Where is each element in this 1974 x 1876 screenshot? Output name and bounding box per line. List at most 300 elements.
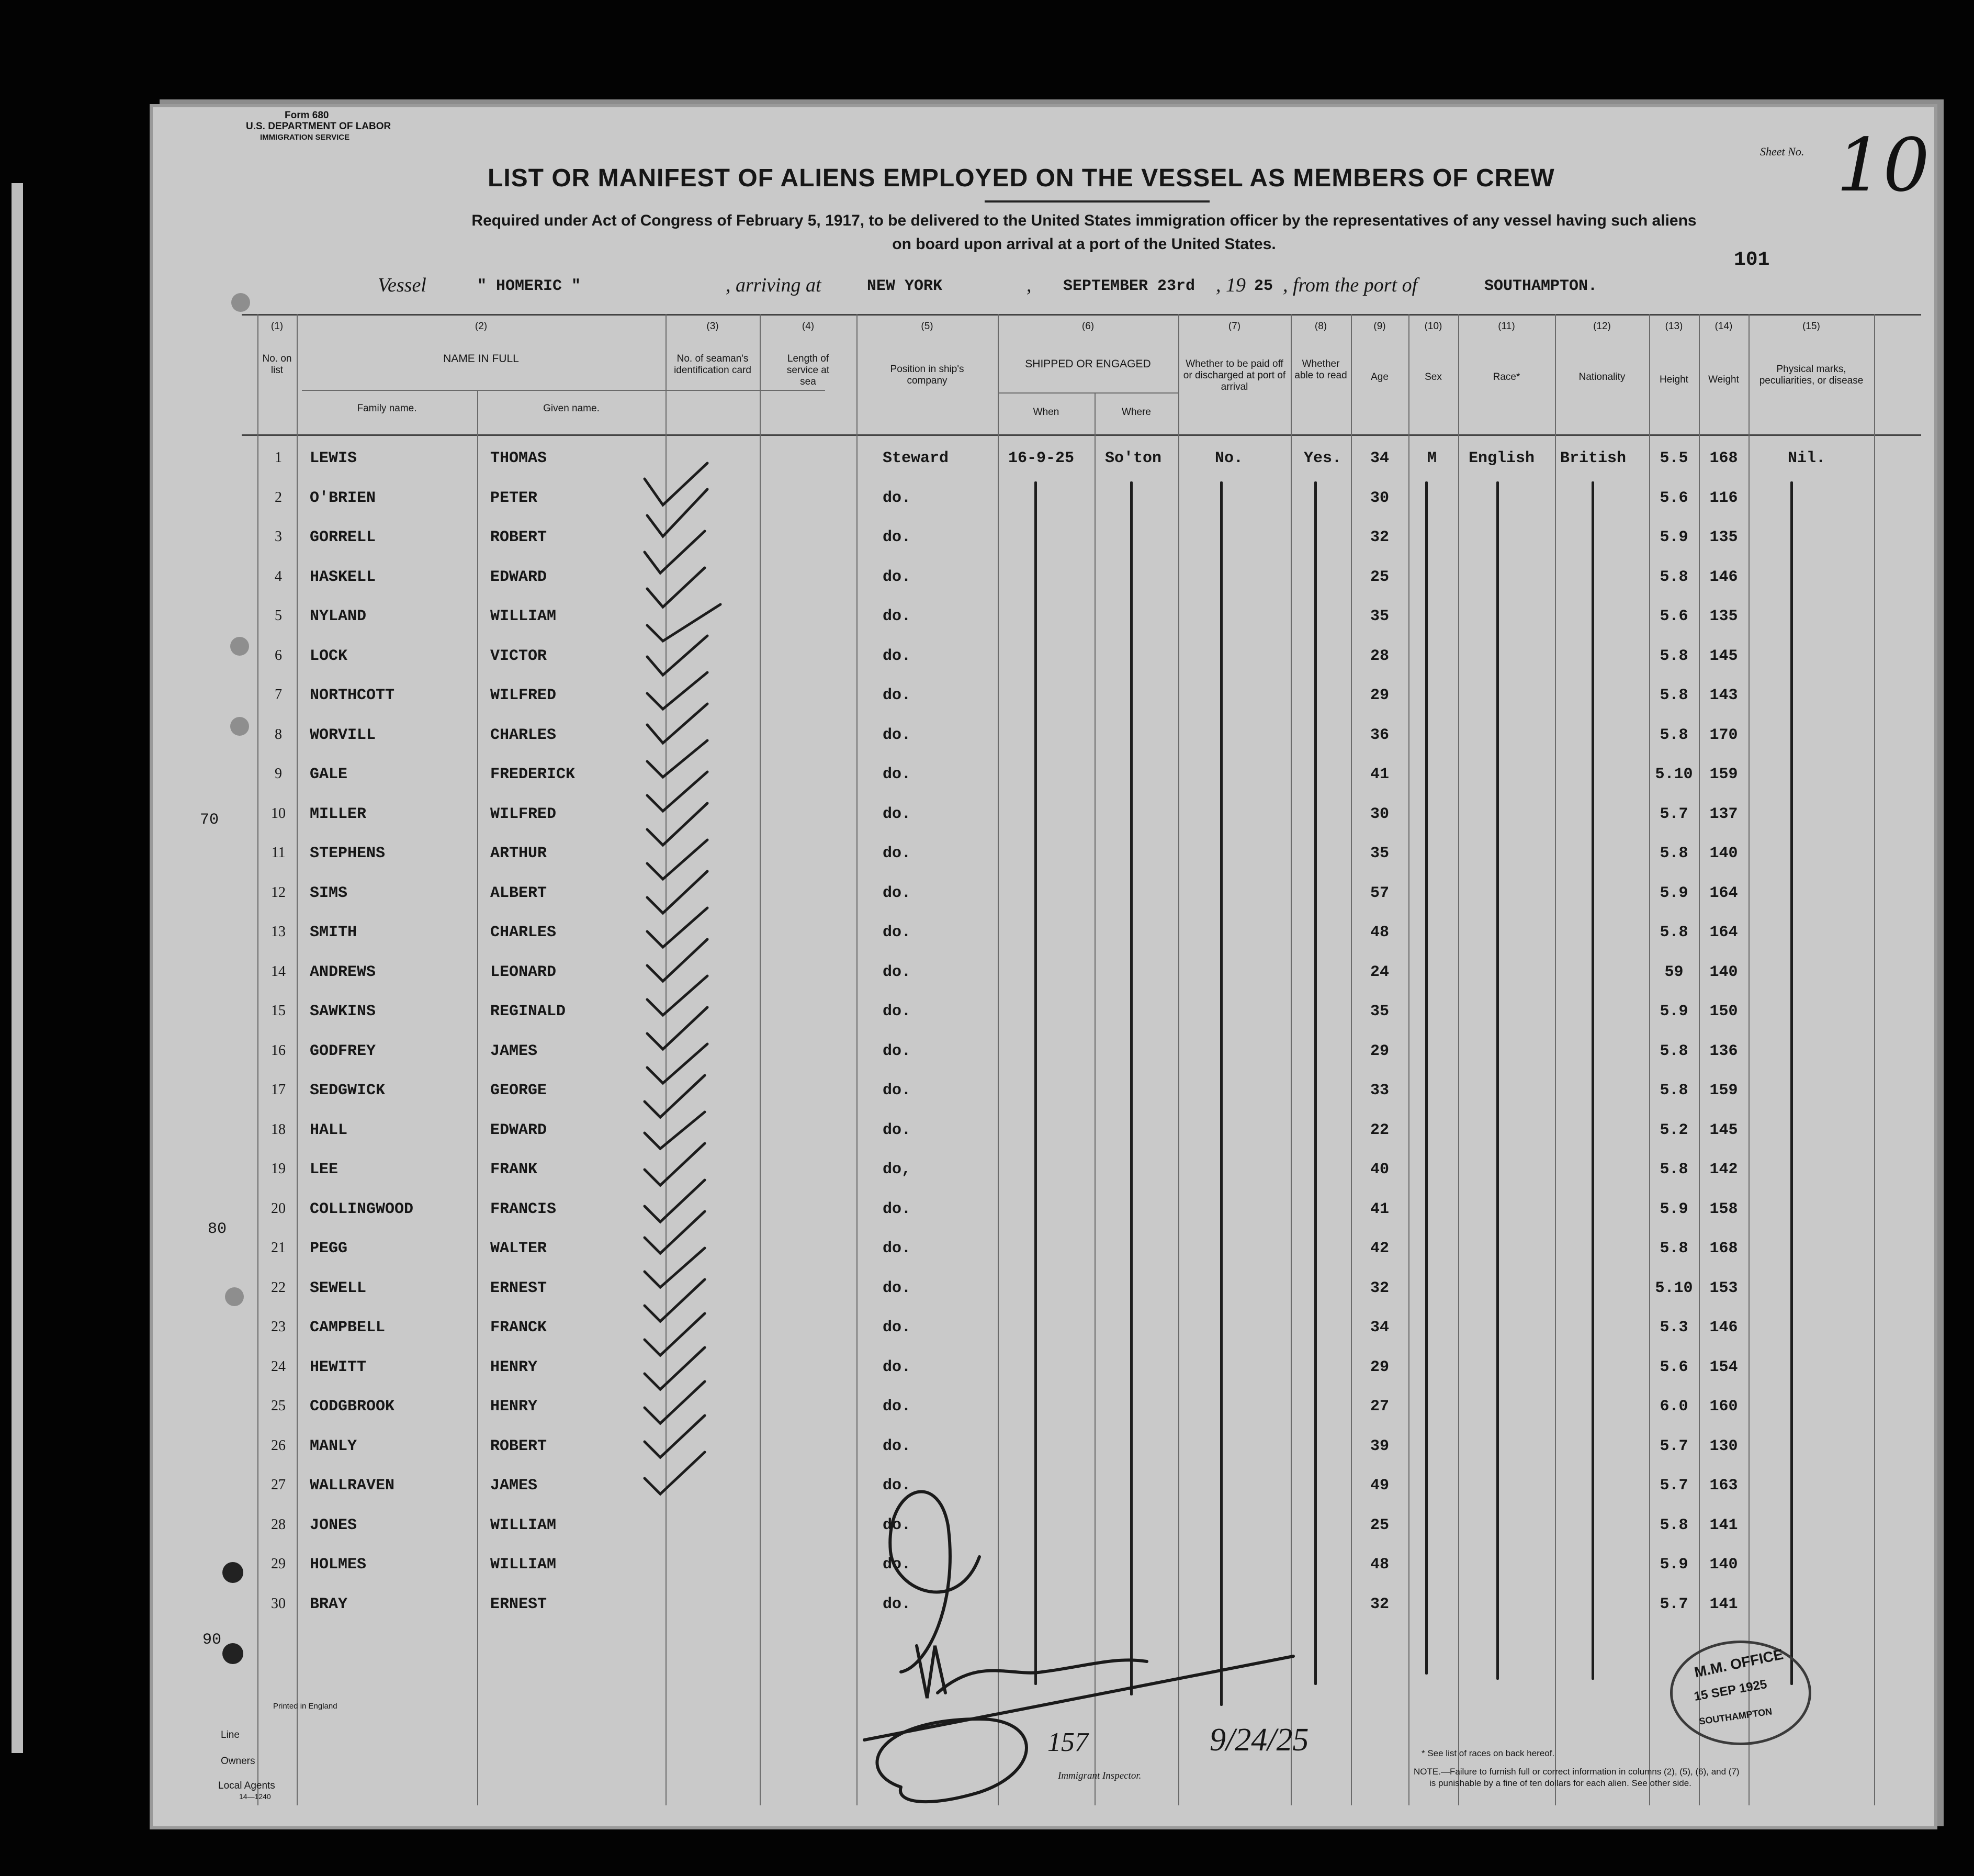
cell-family-name: ANDREWS [310, 963, 376, 981]
cell-family-name: HOLMES [310, 1556, 367, 1574]
cell-height: 5.7 [1660, 1437, 1688, 1455]
cell-weight: 137 [1709, 805, 1738, 823]
table-row [153, 1390, 1934, 1430]
cell-physical-marks: Nil. [1788, 450, 1826, 467]
col11-number: (11) [1498, 321, 1515, 332]
col5-number: (5) [921, 321, 933, 332]
cell-family-name: HALL [310, 1121, 348, 1139]
cell-given-name: ROBERT [490, 529, 547, 546]
cell-row-number: 7 [275, 687, 282, 703]
cell-weight: 145 [1709, 647, 1738, 665]
col3-header: No. of seaman's identification card [674, 353, 751, 376]
cell-age: 24 [1370, 963, 1389, 981]
cell-given-name: ROBERT [490, 1437, 547, 1455]
cell-row-number: 11 [271, 845, 286, 861]
col14-number: (14) [1714, 321, 1733, 332]
cell-weight: 170 [1709, 726, 1738, 744]
cell-row-number: 4 [275, 568, 282, 585]
cell-given-name: THOMAS [490, 450, 547, 467]
handwritten-number: 157 [1047, 1727, 1088, 1757]
cell-position: do. [883, 608, 911, 625]
cell-height: 5.8 [1660, 647, 1688, 665]
table-row [153, 482, 1934, 522]
cell-given-name: CHARLES [490, 726, 557, 744]
owners-label: Owners [221, 1756, 255, 1767]
cell-weight: 140 [1709, 845, 1738, 862]
penalty-note-line-1: NOTE.—Failure to furnish full or correct information in columns (2), (5), (6), and (7) [1414, 1767, 1740, 1777]
table-row [153, 758, 1934, 798]
cell-family-name: LEE [310, 1161, 339, 1178]
cell-position: do. [883, 805, 911, 823]
cell-family-name: LOCK [310, 647, 348, 665]
margin-mark-90: 90 [202, 1631, 222, 1649]
cell-given-name: EDWARD [490, 568, 547, 586]
cell-height: 5.8 [1660, 1042, 1688, 1060]
table-row [153, 877, 1934, 917]
cell-height: 5.9 [1660, 1200, 1688, 1218]
cell-given-name: VICTOR [490, 647, 547, 665]
family-name-header: Family name. [357, 403, 417, 414]
cell-weight: 158 [1709, 1200, 1738, 1218]
col3-number: (3) [706, 321, 719, 332]
arriving-label: , arriving at [726, 274, 821, 296]
col4-number: (4) [802, 321, 815, 332]
ditto-line [1592, 481, 1594, 1680]
cell-height: 5.8 [1660, 845, 1688, 862]
cell-height: 5.3 [1660, 1319, 1688, 1336]
cell-weight: 164 [1709, 924, 1738, 941]
col11-header: Race* [1493, 372, 1520, 383]
cell-position: do. [883, 1477, 911, 1495]
cell-position: do. [883, 1556, 911, 1574]
table-row [153, 561, 1934, 601]
col10-header: Sex [1425, 372, 1442, 383]
cell-row-number: 8 [275, 726, 282, 743]
cell-family-name: PEGG [310, 1240, 348, 1257]
table-row [153, 1035, 1934, 1075]
cell-given-name: REGINALD [490, 1003, 566, 1020]
cell-given-name: WILFRED [490, 805, 557, 823]
agents-code: 14—1240 [239, 1792, 271, 1801]
cell-row-number: 2 [275, 489, 282, 505]
cell-given-name: CHARLES [490, 924, 557, 941]
cell-given-name: ARTHUR [490, 845, 547, 862]
cell-row-number: 5 [275, 608, 282, 624]
ditto-line [1790, 481, 1793, 1685]
cell-position: do. [883, 1042, 911, 1060]
cell-weight: 142 [1709, 1161, 1738, 1178]
cell-height: 5.6 [1660, 1358, 1688, 1376]
cell-age: 27 [1370, 1398, 1389, 1416]
cell-row-number: 19 [271, 1161, 286, 1177]
cell-age: 40 [1370, 1161, 1389, 1178]
cell-age: 22 [1370, 1121, 1389, 1139]
table-row [153, 1193, 1934, 1233]
ditto-line [1496, 481, 1499, 1680]
col7-header: Whether to be paid off or discharged at port of arrival [1183, 358, 1286, 392]
cell-weight: 159 [1709, 766, 1738, 783]
given-name-header: Given name. [543, 403, 600, 414]
cell-age: 36 [1370, 726, 1389, 744]
cell-age: 30 [1370, 489, 1389, 507]
cell-family-name: GODFREY [310, 1042, 376, 1060]
table-row [153, 1351, 1934, 1391]
cell-given-name: HENRY [490, 1358, 538, 1376]
cell-given-name: FRANK [490, 1161, 538, 1178]
col1-header: No. on list [262, 353, 292, 376]
cell-given-name: ALBERT [490, 884, 547, 902]
cell-position: do. [883, 884, 911, 902]
cell-row-number: 26 [271, 1437, 286, 1454]
cell-row-number: 21 [271, 1240, 286, 1256]
cell-row-number: 13 [271, 924, 286, 940]
cell-row-number: 10 [271, 805, 286, 822]
cell-given-name: JAMES [490, 1042, 538, 1060]
cell-position: do. [883, 1240, 911, 1257]
cell-position: do. [883, 1082, 911, 1099]
title-underline [985, 200, 1210, 203]
col14-header: Weight [1708, 374, 1739, 385]
table-row [153, 600, 1934, 640]
table-top-rule [242, 314, 1921, 316]
cell-row-number: 30 [271, 1595, 286, 1612]
form-number: Form 680 [285, 110, 329, 121]
cell-position: do, [883, 1161, 911, 1178]
cell-sex: M [1427, 450, 1437, 467]
cell-row-number: 25 [271, 1398, 286, 1414]
cell-position: do. [883, 568, 911, 586]
cell-row-number: 22 [271, 1279, 286, 1296]
where-header: Where [1122, 407, 1151, 418]
cell-height: 5.8 [1660, 726, 1688, 744]
col15-number: (15) [1802, 321, 1820, 332]
subtitle-line-1: Required under Act of Congress of February 5, 1917, to be delivered to the United States immigration officer by the representatives of any vessel having such aliens [471, 212, 1697, 229]
arrival-year: 25 [1254, 277, 1273, 295]
cell-position: do. [883, 1279, 911, 1297]
cell-row-number: 3 [275, 529, 282, 545]
cell-height: 5.9 [1660, 1556, 1688, 1574]
cell-age: 41 [1370, 766, 1389, 783]
cell-weight: 153 [1709, 1279, 1738, 1297]
cell-given-name: ERNEST [490, 1279, 547, 1297]
col1-number: (1) [270, 321, 284, 332]
cell-height: 5.8 [1660, 687, 1688, 704]
cell-family-name: NYLAND [310, 608, 367, 625]
cell-family-name: WALLRAVEN [310, 1477, 395, 1495]
col12-header: Nationality [1578, 372, 1626, 383]
cell-weight: 154 [1709, 1358, 1738, 1376]
cell-weight: 116 [1709, 489, 1738, 507]
cell-height: 5.9 [1660, 1003, 1688, 1020]
cell-height: 6.0 [1660, 1398, 1688, 1416]
stamp-office: M.M. OFFICE [1693, 1646, 1785, 1681]
cell-height: 5.7 [1660, 1477, 1688, 1495]
cell-age: 41 [1370, 1200, 1389, 1218]
vessel-name: " HOMERIC " [477, 277, 581, 295]
cell-age: 48 [1370, 1556, 1389, 1574]
cell-position: do. [883, 1358, 911, 1376]
cell-age: 48 [1370, 924, 1389, 941]
cell-family-name: SMITH [310, 924, 357, 941]
cell-weight: 150 [1709, 1003, 1738, 1020]
cell-family-name: JONES [310, 1516, 357, 1534]
cell-weight: 135 [1709, 608, 1738, 625]
table-row [153, 719, 1934, 759]
cell-given-name: WILLIAM [490, 1516, 557, 1534]
cell-row-number: 27 [271, 1477, 286, 1493]
cell-family-name: SEWELL [310, 1279, 367, 1297]
cell-given-name: FRANCK [490, 1319, 547, 1336]
table-row [153, 1311, 1934, 1351]
cell-age: 42 [1370, 1240, 1389, 1257]
header-bottom-rule [242, 434, 1921, 436]
table-row [153, 1153, 1934, 1193]
cell-age: 34 [1370, 450, 1389, 467]
cell-position: do. [883, 1516, 911, 1534]
col9-header: Age [1371, 372, 1389, 383]
cell-age: 32 [1370, 1595, 1389, 1613]
races-footnote: * See list of races on back hereof. [1422, 1748, 1555, 1758]
cell-given-name: HENRY [490, 1398, 538, 1416]
col8-header: Whether able to read [1294, 358, 1347, 381]
col13-header: Height [1660, 374, 1688, 385]
binder-hole [231, 293, 250, 312]
cell-weight: 135 [1709, 529, 1738, 546]
cell-weight: 164 [1709, 884, 1738, 902]
cell-given-name: WILFRED [490, 687, 557, 704]
cell-age: 32 [1370, 1279, 1389, 1297]
table-row [153, 1232, 1934, 1272]
sheet-label: Sheet No. [1760, 145, 1804, 158]
cell-weight: 136 [1709, 1042, 1738, 1060]
cell-row-number: 14 [271, 963, 286, 980]
checkmarks [634, 400, 739, 1740]
cell-weight: 130 [1709, 1437, 1738, 1455]
cell-position: do. [883, 1398, 911, 1416]
cell-position: do. [883, 963, 911, 981]
cell-age: 25 [1370, 568, 1389, 586]
col7-number: (7) [1228, 321, 1241, 332]
cell-height: 5.8 [1660, 1161, 1688, 1178]
cell-given-name: WILLIAM [490, 1556, 557, 1574]
cell-row-number: 9 [275, 766, 282, 782]
col15-header: Physical marks, peculiarities, or disease [1759, 364, 1864, 386]
cell-row-number: 17 [271, 1082, 286, 1098]
cell-position: do. [883, 1121, 911, 1139]
cell-family-name: WORVILL [310, 726, 376, 744]
cell-age: 35 [1370, 1003, 1389, 1020]
cell-weight: 141 [1709, 1595, 1738, 1613]
cell-age: 29 [1370, 1042, 1389, 1060]
cell-given-name: FREDERICK [490, 766, 576, 783]
cell-age: 30 [1370, 805, 1389, 823]
cell-age: 35 [1370, 845, 1389, 862]
scan-edge-strip [12, 183, 23, 1753]
table-row [153, 995, 1934, 1035]
cell-weight: 168 [1709, 450, 1738, 467]
col8-number: (8) [1314, 321, 1327, 332]
cell-age: 35 [1370, 608, 1389, 625]
cell-age: 33 [1370, 1082, 1389, 1099]
cell-row-number: 24 [271, 1358, 286, 1375]
cell-given-name: JAMES [490, 1477, 538, 1495]
cell-given-name: ERNEST [490, 1595, 547, 1613]
margin-mark-80: 80 [208, 1220, 227, 1238]
cell-family-name: STEPHENS [310, 845, 386, 862]
cell-family-name: MANLY [310, 1437, 357, 1455]
cell-paid-off: No. [1215, 450, 1244, 467]
department-label: U.S. DEPARTMENT OF LABOR [246, 121, 391, 132]
line-label: Line [221, 1729, 240, 1740]
cell-position: do. [883, 845, 911, 862]
arrival-port: NEW YORK [867, 277, 943, 295]
cell-position: do. [883, 1200, 911, 1218]
stamp-location: SOUTHAMPTON [1698, 1706, 1773, 1727]
cell-given-name: GEORGE [490, 1082, 547, 1099]
cell-weight: 140 [1709, 963, 1738, 981]
table-row [153, 1272, 1934, 1312]
cell-age: 32 [1370, 529, 1389, 546]
cell-position: do. [883, 489, 911, 507]
cell-height: 5.8 [1660, 924, 1688, 941]
local-agents-label: Local Agents [218, 1780, 275, 1791]
cell-weight: 159 [1709, 1082, 1738, 1099]
cell-family-name: SIMS [310, 884, 348, 902]
sheet-number: 10 [1836, 123, 1930, 208]
col5-header: Position in ship's company [890, 364, 964, 386]
cell-position: do. [883, 1595, 911, 1613]
cell-age: 34 [1370, 1319, 1389, 1336]
cell-family-name: O'BRIEN [310, 489, 376, 507]
cell-given-name: WALTER [490, 1240, 547, 1257]
table-row [153, 956, 1934, 996]
office-stamp [1670, 1641, 1811, 1745]
cell-weight: 140 [1709, 1556, 1738, 1574]
cell-position: do. [883, 1437, 911, 1455]
cell-given-name: LEONARD [490, 963, 557, 981]
cell-position: Steward [883, 450, 949, 467]
cell-family-name: CAMPBELL [310, 1319, 386, 1336]
printed-in-england: Printed in England [273, 1702, 337, 1711]
cell-shipped-where: So'ton [1105, 450, 1162, 467]
col6-header: SHIPPED OR ENGAGED [1025, 358, 1151, 370]
table-row [153, 640, 1934, 680]
cell-height: 5.9 [1660, 884, 1688, 902]
col12-number: (12) [1593, 321, 1611, 332]
cell-family-name: CODGBROOK [310, 1398, 395, 1416]
cell-shipped-when: 16-9-25 [1008, 450, 1075, 467]
cell-row-number: 20 [271, 1200, 286, 1217]
cell-position: do. [883, 529, 911, 546]
when-header: When [1033, 407, 1059, 418]
vessel-label: Vessel [378, 274, 426, 296]
cell-height: 5.6 [1660, 489, 1688, 507]
cell-race: English [1469, 450, 1535, 467]
cell-given-name: PETER [490, 489, 538, 507]
cell-row-number: 18 [271, 1121, 286, 1138]
cell-height: 5.8 [1660, 1082, 1688, 1099]
cell-given-name: EDWARD [490, 1121, 547, 1139]
service-label: IMMIGRATION SERVICE [260, 133, 350, 142]
arrival-date: SEPTEMBER 23rd [1063, 277, 1195, 295]
cell-given-name: WILLIAM [490, 608, 557, 625]
page-title: LIST OR MANIFEST OF ALIENS EMPLOYED ON THE VESSEL AS MEMBERS OF CREW [488, 164, 1555, 192]
cell-row-number: 29 [271, 1556, 286, 1572]
cell-height: 5.7 [1660, 1595, 1688, 1613]
cell-height: 5.2 [1660, 1121, 1688, 1139]
cell-height: 5.9 [1660, 529, 1688, 546]
cell-family-name: HASKELL [310, 568, 376, 586]
col9-number: (9) [1373, 321, 1386, 332]
cell-family-name: COLLINGWOOD [310, 1200, 414, 1218]
cell-height: 5.5 [1660, 450, 1688, 467]
cell-age: 29 [1370, 1358, 1389, 1376]
cell-row-number: 15 [271, 1003, 286, 1019]
table-row [153, 798, 1934, 838]
penalty-note-line-2: is punishable by a fine of ten dollars for each alien. See other side. [1429, 1778, 1691, 1788]
cell-weight: 141 [1709, 1516, 1738, 1534]
cell-height: 5.8 [1660, 568, 1688, 586]
table-row [153, 442, 1934, 482]
cell-family-name: MILLER [310, 805, 367, 823]
stamp-date: 15 SEP 1925 [1693, 1677, 1768, 1704]
cell-weight: 160 [1709, 1398, 1738, 1416]
col13-number: (13) [1665, 321, 1683, 332]
cell-given-name: FRANCIS [490, 1200, 557, 1218]
margin-mark-70: 70 [200, 811, 219, 829]
cell-position: do. [883, 1319, 911, 1336]
cell-weight: 168 [1709, 1240, 1738, 1257]
cell-row-number: 1 [275, 450, 282, 466]
cell-weight: 163 [1709, 1477, 1738, 1495]
cell-age: 29 [1370, 687, 1389, 704]
table-row [153, 1114, 1934, 1154]
handwritten-date: 9/24/25 [1210, 1722, 1309, 1758]
cell-height: 5.7 [1660, 805, 1688, 823]
cell-nationality: British [1560, 450, 1627, 467]
subtitle-line-2: on board upon arrival at a port of the United States. [892, 235, 1276, 253]
cell-family-name: BRAY [310, 1595, 348, 1613]
from-port-label: , from the port of [1283, 274, 1418, 296]
cell-able-to-read: Yes. [1304, 450, 1342, 467]
manifest-sheet: Form 680 U.S. DEPARTMENT OF LABOR IMMIGRATION SERVICE Sheet No. 10 LIST OR MANIFEST OF ALIENS EMPLOYED ON THE VESSEL AS MEMBERS OF CREW Required under Act of Congress of February 5, 1917, to be delivered to the United States immigration officer by the representatives of any vessel having such aliens on board upon arrival at a port of the United States. 101 Vessel " HOMERIC " , arriving at NEW YORK , SEPTEMBER 23rd , 19 25 , from the port of SOUTHAMPTON. (1) No. on list (2) NAME IN FULL Family name. Given name. (3) No. of seaman's identification card (4) Length of service at sea (5) Position in ship's company (6) SHIPPED OR ENGAGED When Where (7) Whether to be paid off or discharged at port of arrival (8) Whether able to read (9) Age (10) Sex (11) Race* (12) Nationality (13) Height (14) Weight (15) Physical marks, peculiarities, or disease 70 80 90 1 LEWIS THOMAS Steward 16-9-25 So'ton No. Yes. 34 M English British 5.5 168 Nil. 2 O'BRIEN PETER do. 30 5.6 116 3 GORRELL ROBERT do. 32 5.9 135 4 HASKELL EDWARD do. 25 5.8 146 5 NYLAND WILLIAM do. 35 5.6 135 6 LOCK VICTOR do. 28 5.8 145 7 NORTHCOTT WILFRED do. 29 5.8 143 8 WORVILL CHARLES do. 36 5.8 170 9 GALE FREDERICK do. 41 5.10 159 10 MILLER WILFRED do. 30 5.7 137 11 STEPHENS ARTHUR do. 35 5.8 140 12 SIMS ALBERT do. 57 5.9 164 13 SMITH CHARLES do. 48 5.8 164 14 ANDREWS LEONARD do. 24 59 140 15 SAWKINS REGINALD do. 35 5.9 150 16 GODFREY JAMES do. 29 5.8 136 17 SEDGWICK GEORGE do. 33 5.8 159 18 HALL EDWARD do. 22 5.2 145 19 LEE FRANK do, 40 5.8 142 20 COLLINGWOOD FRANCIS do. 41 5.9 158 21 PEGG WALTER do. 42 5.8 168 22 SEWELL ERNEST do. 32 5.10 153 23 CAMPBELL FRANCK do. 34 5.3 146 24 HEWITT HENRY do. 29 5.6 154 25 CODGBROOK HENRY do. 27 6.0 160 26 MANLY ROBERT do. 39 5.7 130 27 WALLRAVEN JAMES do. 49 5.7 163 28 JONES WILLIAM do. 25 5.8 141 29 HOLMES WILLIAM do. 48 5.9 140 30 BRAY ERNEST do. 32 5.7 141 Printed in England Line Owners Local Agents 14—1240 Immigrant Inspector. 157 9/24/25 * See list of races on back hereof. NOTE.—Failure to furnish full or correct information in columns (2), (5), (6), and (7) is punishable by a fine of ten dollars for each alien. See other side. M.M. OFFICE 15 SEP 1925 SOUTHAMPTON [153, 107, 1934, 1826]
table-row [153, 521, 1934, 561]
table-row [153, 679, 1934, 719]
cell-family-name: NORTHCOTT [310, 687, 395, 704]
col10-number: (10) [1424, 321, 1442, 332]
name-subrule [302, 390, 825, 391]
cell-age: 49 [1370, 1477, 1389, 1495]
table-row [153, 1074, 1934, 1114]
cell-position: do. [883, 1003, 911, 1020]
cell-height: 5.10 [1655, 766, 1693, 783]
inspector-label: Immigrant Inspector. [1058, 1770, 1142, 1781]
cell-row-number: 12 [271, 884, 286, 901]
cell-family-name: SEDGWICK [310, 1082, 386, 1099]
cell-weight: 146 [1709, 1319, 1738, 1336]
year-prefix: , 19 [1216, 274, 1246, 296]
col6-number: (6) [1081, 321, 1095, 332]
cell-position: do. [883, 687, 911, 704]
table-row [153, 916, 1934, 956]
col2-header: NAME IN FULL [443, 353, 519, 365]
table-row [153, 837, 1934, 877]
departure-port: SOUTHAMPTON. [1484, 277, 1598, 295]
cell-position: do. [883, 924, 911, 941]
cell-age: 25 [1370, 1516, 1389, 1534]
cell-position: do. [883, 647, 911, 665]
cell-height: 5.6 [1660, 608, 1688, 625]
